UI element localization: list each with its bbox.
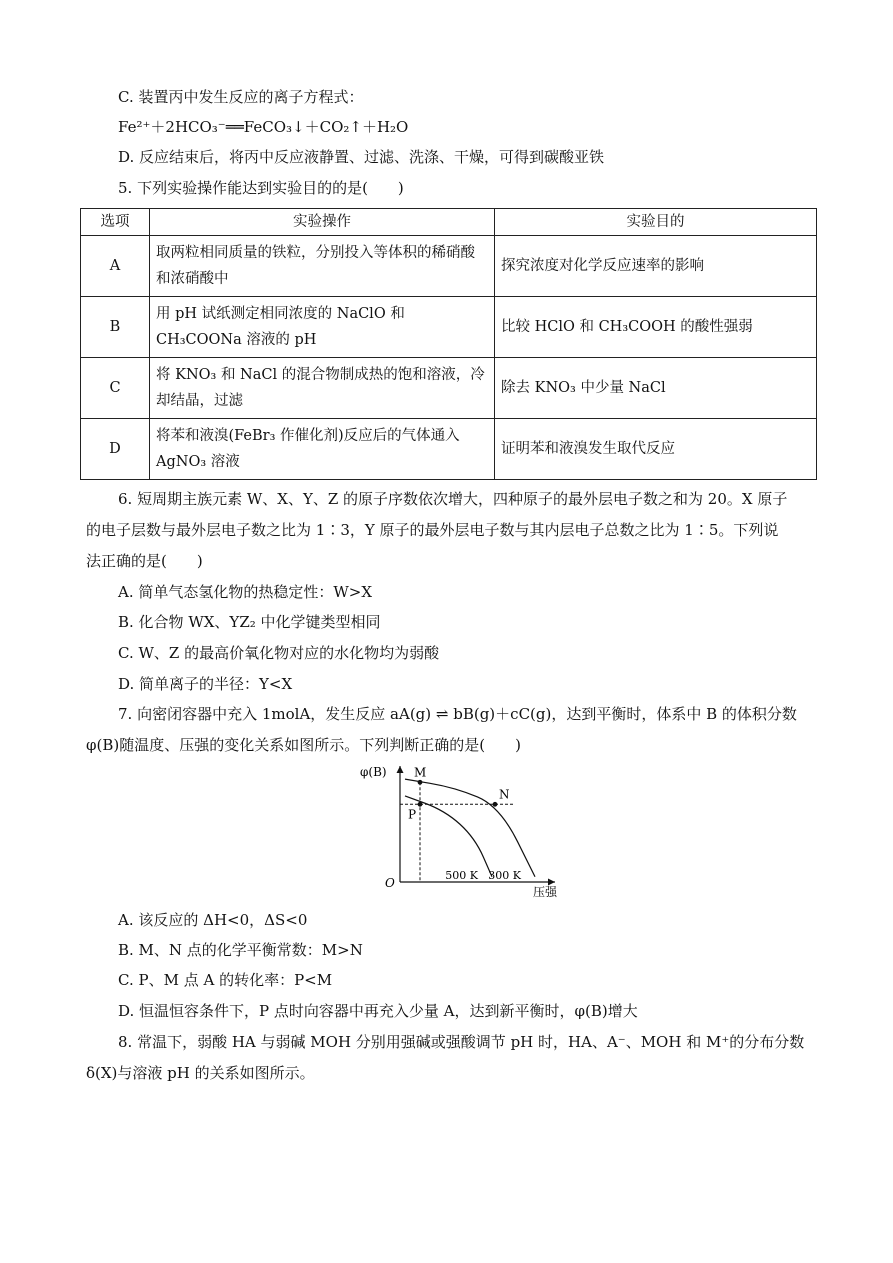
point-label-P: P	[408, 807, 417, 822]
table-row	[81, 419, 817, 480]
point-label-M: M	[414, 765, 427, 780]
point-P	[418, 802, 423, 807]
q7-option-a: A. 该反应的 ΔH<0，ΔS<0	[118, 911, 308, 929]
x-axis-label: 压强	[533, 885, 558, 899]
header-goal: 实验目的	[495, 209, 817, 236]
row-operation: 取两粒相同质量的铁粒，分别投入等体积的稀硝酸和浓硝酸中	[150, 236, 495, 297]
q6-option-d: D. 简单离子的半径：Y<X	[118, 675, 293, 693]
row-operation: 用 pH 试纸测定相同浓度的 NaClO 和 CH₃COONa 溶液的 pH	[150, 297, 495, 358]
q6-stem-line-3: 法正确的是( )	[86, 552, 203, 570]
q5-table	[80, 208, 817, 480]
table-row	[81, 236, 817, 297]
q7-stem-line-1: 7. 向密闭容器中充入 1molA，发生反应 aA(g) ⇌ bB(g)＋cC(g)，达到平衡时，体系中 B 的体积分数	[118, 705, 797, 723]
row-goal: 比较 HClO 和 CH₃COOH 的酸性强弱	[495, 297, 817, 358]
q6-option-c: C. W、Z 的最高价氧化物对应的水化物均为弱酸	[118, 644, 440, 662]
q6-option-a: A. 简单气态氢化物的热稳定性：W>X	[118, 583, 373, 601]
table-header-row	[81, 209, 817, 236]
q7-equilibrium-chart	[355, 760, 565, 902]
row-option: C	[81, 358, 150, 419]
table-row	[81, 358, 817, 419]
q7-option-b: B. M、N 点的化学平衡常数：M>N	[118, 941, 363, 959]
q7-option-d: D. 恒温恒容条件下，P 点时向容器中再充入少量 A，达到新平衡时，φ(B)增大	[118, 1002, 638, 1020]
point-M	[418, 780, 423, 785]
row-option: B	[81, 297, 150, 358]
row-option: D	[81, 419, 150, 480]
row-goal: 除去 KNO₃ 中少量 NaCl	[495, 358, 817, 419]
row-operation: 将 KNO₃ 和 NaCl 的混合物制成热的饱和溶液，冷却结晶，过滤	[150, 358, 495, 419]
q8-stem-line-1: 8. 常温下，弱酸 HA 与弱碱 MOH 分别用强碱或强酸调节 pH 时，HA、A⁻、MOH 和 M⁺的分布分数	[118, 1033, 805, 1051]
series-curve-0	[405, 796, 492, 877]
q7-option-c: C. P、M 点 A 的转化率：P<M	[118, 971, 333, 989]
series-label-1: 300 K	[488, 868, 521, 882]
series-label-0: 500 K	[445, 868, 478, 882]
row-operation: 将苯和液溴(FeBr₃ 作催化剂)反应后的气体通入 AgNO₃ 溶液	[150, 419, 495, 480]
point-N	[493, 802, 498, 807]
q4-option-c: C. 装置丙中发生反应的离子方程式：	[118, 88, 364, 106]
origin-label: O	[385, 876, 395, 890]
header-option: 选项	[81, 209, 150, 236]
q5-stem: 5. 下列实验操作能达到实验目的的是( )	[118, 179, 404, 197]
series-curve-1	[405, 779, 535, 877]
q4-option-d: D. 反应结束后，将丙中反应液静置、过滤、洗涤、干燥，可得到碳酸亚铁	[118, 148, 605, 166]
q6-stem-line-1: 6. 短周期主族元素 W、X、Y、Z 的原子序数依次增大，四种原子的最外层电子数之和为 20。X 原子	[118, 490, 788, 508]
row-option: A	[81, 236, 150, 297]
row-goal: 证明苯和液溴发生取代反应	[495, 419, 817, 480]
q6-stem-line-2: 的电子层数与最外层电子数之比为 1∶3，Y 原子的最外层电子数与其内层电子总数之比为 1∶5。下列说	[86, 521, 779, 539]
table-row	[81, 297, 817, 358]
q6-option-b: B. 化合物 WX、YZ₂ 中化学键类型相同	[118, 613, 381, 631]
y-axis-label: φ(B)	[360, 765, 387, 779]
point-label-N: N	[499, 787, 510, 802]
q4-option-c-equation: Fe²⁺＋2HCO₃⁻══FeCO₃↓＋CO₂↑＋H₂O	[118, 118, 409, 136]
header-operation: 实验操作	[150, 209, 495, 236]
q8-stem-line-2: δ(X)与溶液 pH 的关系如图所示。	[86, 1064, 315, 1082]
row-goal: 探究浓度对化学反应速率的影响	[495, 236, 817, 297]
q7-stem-line-2: φ(B)随温度、压强的变化关系如图所示。下列判断正确的是( )	[86, 736, 521, 754]
